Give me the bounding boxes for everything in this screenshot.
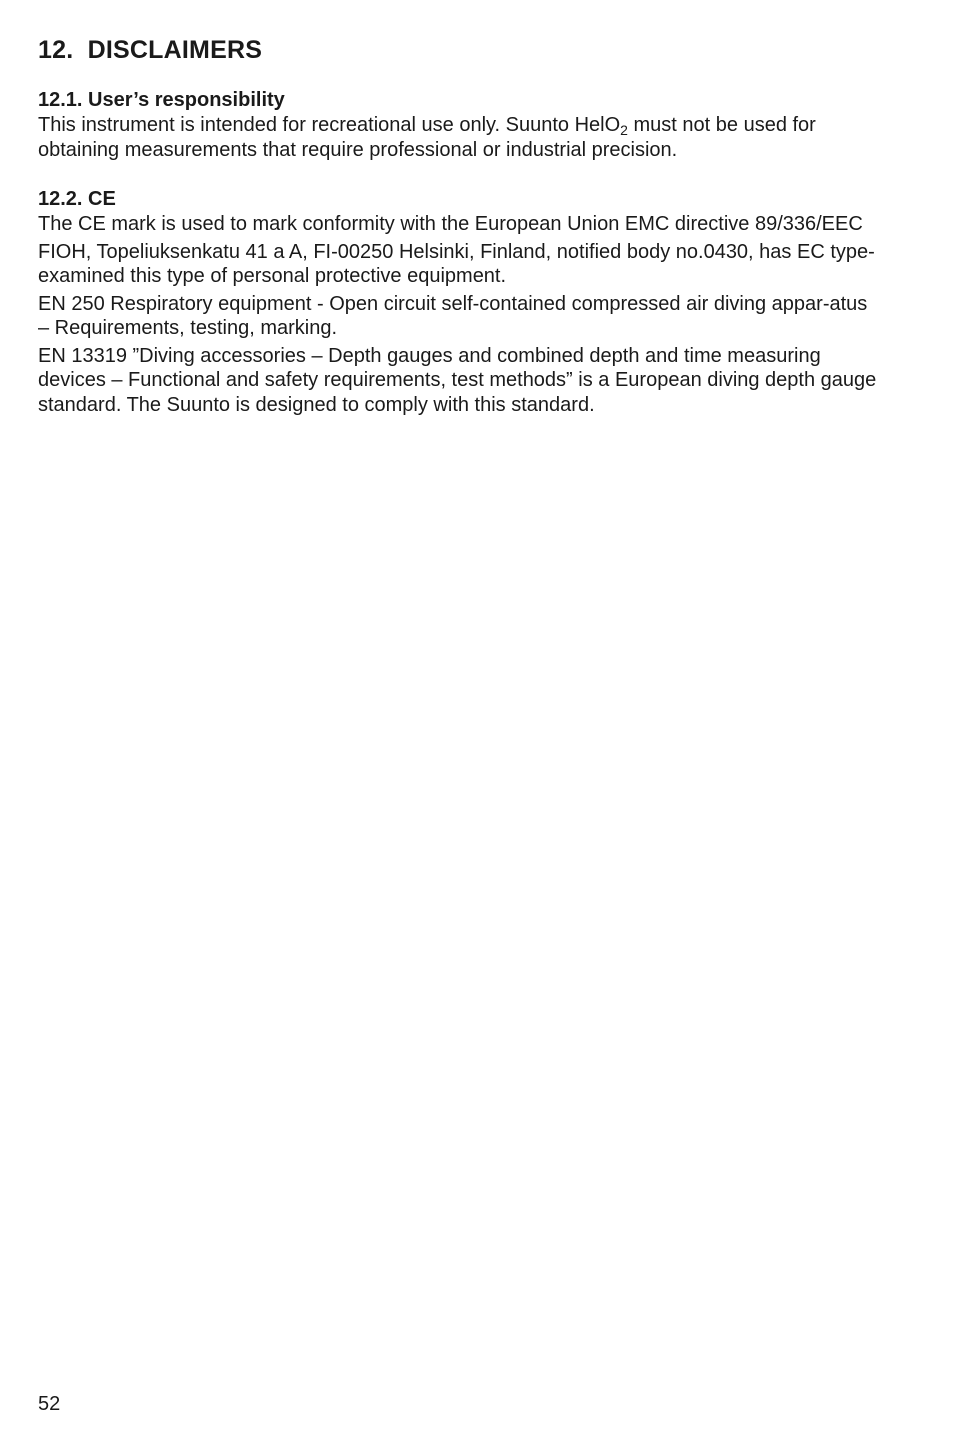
page-number: 52 bbox=[38, 1393, 61, 1415]
paragraph-text: This instrument is intended for recreational use only. Suunto HelO bbox=[38, 114, 621, 136]
section-paragraph bbox=[38, 113, 878, 162]
paragraph-text: must not be used for obtaining measurements that require professional or industrial precision. bbox=[38, 114, 816, 161]
section-heading: 12.1. User’s responsibility bbox=[38, 89, 285, 111]
section-ce bbox=[38, 186, 878, 417]
chapter-title: DISCLAIMERS bbox=[87, 36, 263, 64]
section-users-responsibility bbox=[38, 87, 878, 162]
subscript-text: 2 bbox=[620, 122, 628, 138]
section-heading: 12.2. CE bbox=[38, 188, 116, 210]
section-paragraph: FIOH, Topeliuksenkatu 41 a A, FI-00250 Helsinki, Finland, notified body no.0430, has EC type-examined this type of personal protective equipment. bbox=[38, 240, 875, 287]
section-paragraph: The CE mark is used to mark conformity with the European Union EMC directive 89/336/EEC bbox=[38, 213, 863, 235]
section-paragraph: EN 13319 ”Diving accessories – Depth gauges and combined depth and time measuring devices – Functional and safety requirements, test methods” is a European diving depth gauge standard. The Suunto is designed to comply with this standard. bbox=[38, 344, 877, 416]
chapter-number: 12. bbox=[38, 36, 74, 64]
chapter-heading bbox=[38, 34, 262, 66]
section-paragraph: EN 250 Respiratory equipment - Open circuit self-contained compressed air diving appar-atus – Requirements, testing, marking. bbox=[38, 292, 868, 339]
